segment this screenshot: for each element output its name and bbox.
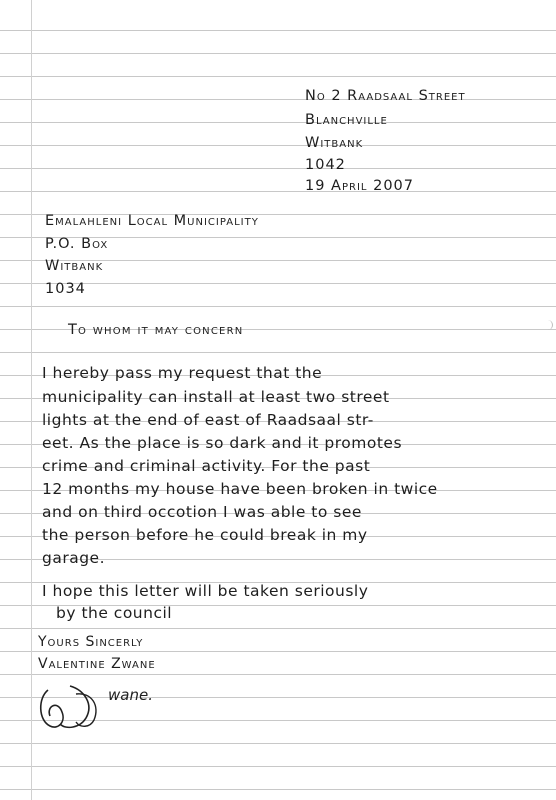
sender-postal-code: 1042 bbox=[305, 157, 346, 173]
closing-line: by the council bbox=[56, 604, 173, 622]
body-line: eet. As the place is so dark and it promotes bbox=[42, 434, 403, 452]
body-line: garage. bbox=[42, 549, 106, 567]
margin-line bbox=[31, 0, 32, 800]
body-line: 12 months my house have been broken in twice bbox=[42, 480, 438, 498]
closing-salutation: Yours Sincerly bbox=[38, 634, 144, 650]
sender-street: No 2 Raadsaal Street bbox=[305, 88, 466, 104]
body-line: lights at the end of east of Raadsaal str- bbox=[42, 411, 374, 429]
recipient-name: Emalahleni Local Municipality bbox=[45, 213, 259, 229]
body-line: municipality can install at least two street bbox=[42, 388, 390, 406]
salutation: To whom it may concern bbox=[68, 322, 244, 338]
letter-date: 19 April 2007 bbox=[305, 178, 414, 194]
recipient-town: Witbank bbox=[45, 258, 104, 274]
body-line: the person before he could break in my bbox=[42, 526, 368, 544]
recipient-po-box: P.O. Box bbox=[45, 236, 109, 252]
body-line: I hereby pass my request that the bbox=[42, 364, 323, 382]
sender-town: Witbank bbox=[305, 135, 364, 151]
signature-text: wane. bbox=[108, 686, 153, 704]
sender-name: Valentine Zwane bbox=[38, 656, 156, 672]
punch-hole-mark bbox=[546, 320, 553, 330]
recipient-postal-code: 1034 bbox=[45, 281, 86, 297]
handwritten-signature bbox=[36, 676, 196, 736]
closing-line: I hope this letter will be taken seriously bbox=[42, 582, 369, 600]
body-line: and on third occotion I was able to see bbox=[42, 503, 362, 521]
sender-suburb: Blanchville bbox=[305, 112, 388, 128]
body-line: crime and criminal activity. For the past bbox=[42, 457, 371, 475]
